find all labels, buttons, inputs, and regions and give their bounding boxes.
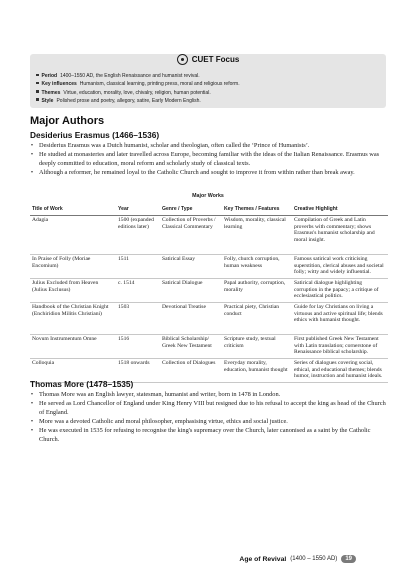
bullet-icon: • xyxy=(30,151,34,159)
footer-date-range: (1400 – 1550 AD) xyxy=(290,556,338,562)
table-cell: Compilation of Greek and Latin proverbs with commentary; shows Erasmus's humanist scholarship and moral insight. xyxy=(292,215,388,254)
focus-label: Key influences xyxy=(41,81,77,88)
table-cell: Handbook of the Christian Knight (Enchiridion Militis Christiani) xyxy=(30,302,116,334)
cuet-focus-title: CUET Focus xyxy=(191,54,240,64)
table-header-row xyxy=(30,204,388,215)
page-footer xyxy=(0,555,356,563)
column-header: Title of Work xyxy=(30,204,116,215)
table-cell: Scripture study, textual criticism xyxy=(222,334,292,358)
focus-text: 1400–1550 AD, the English Renaissance and humanist revival. xyxy=(60,73,200,79)
table-cell: Famous satirical work criticising superstition, clerical abuses and societal folly; witty and widely influential. xyxy=(292,254,388,278)
focus-label: Style xyxy=(41,97,54,104)
table-cell: Guide for lay Christians on living a virtuous and active spiritual life; blends ethics with humanist thought. xyxy=(292,302,388,334)
list-item xyxy=(30,427,388,444)
table-row xyxy=(30,254,388,278)
table-cell: Satirical Essay xyxy=(160,254,222,278)
major-works-table xyxy=(30,204,388,383)
list-item xyxy=(30,169,388,178)
bullet-icon: • xyxy=(30,391,34,398)
table-row xyxy=(30,215,388,254)
section-heading: Major Authors xyxy=(30,115,105,127)
table-cell: 1503 xyxy=(116,302,160,334)
table-cell: First published Greek New Testament with Latin translation; cornerstone of Renaissance biblical scholarship. xyxy=(292,334,388,358)
table-cell: Collection of Dialogues xyxy=(160,358,222,382)
erasmus-bullets xyxy=(30,142,388,178)
table-cell: 1516 xyxy=(116,334,160,358)
table-cell: In Praise of Folly (Moriae Encomium) xyxy=(30,254,116,278)
table-cell: Biblical Scholarship/ Greek New Testament xyxy=(160,334,222,358)
table-cell: Satirical Dialogue xyxy=(160,278,222,302)
square-bullet-icon xyxy=(36,74,39,77)
focus-label: Themes xyxy=(41,89,61,96)
list-item xyxy=(30,391,388,400)
table-row xyxy=(30,278,388,302)
cuet-focus-list xyxy=(36,72,382,105)
table-cell: 1511 xyxy=(116,254,160,278)
table-cell: c. 1514 xyxy=(116,278,160,302)
bullet-text: Thomas More was an English lawyer, statesman, humanist and writer, born in 1478 in London. xyxy=(39,391,281,398)
table-cell: Folly, church corruption, human weakness xyxy=(222,254,292,278)
focus-item-influences xyxy=(36,80,382,88)
page-number-badge: 19 xyxy=(341,555,356,563)
cuet-focus-header xyxy=(0,52,416,66)
table-cell: Papal authority, corruption, morality xyxy=(222,278,292,302)
list-item xyxy=(30,151,388,168)
bullet-text: Desiderius Erasmus was a Dutch humanist, scholar and theologian, often called the ‘Prince of Humanists’. xyxy=(39,142,310,149)
focus-item-period xyxy=(36,72,382,80)
list-item xyxy=(30,418,388,427)
more-bullets xyxy=(30,391,388,445)
table-row xyxy=(30,334,388,358)
list-item xyxy=(30,400,388,417)
column-header: Key Themes / Features xyxy=(222,204,292,215)
bullet-icon: • xyxy=(30,400,34,408)
square-bullet-icon xyxy=(36,82,39,85)
bullet-text: He served as Lord Chancellor of England under King Henry VIII but resigned due to his refusal to accept the king as head of the Church of England. xyxy=(39,400,386,416)
focus-text: Virtue, education, morality, love, chivalry, religion, human potential. xyxy=(63,89,211,96)
bullet-text: More was a devoted Catholic and moral philosopher, emphasising virtue, ethics and social justice. xyxy=(39,418,288,426)
table-cell: 1518 onwards xyxy=(116,358,160,382)
table-row xyxy=(30,302,388,334)
footer-title: Age of Revival xyxy=(239,555,287,563)
table-cell: Series of dialogues covering social, ethical, and educational themes; blends humor, instruction and humanist ideals. xyxy=(292,358,388,382)
table-cell: Julius Excluded from Heaven (Julius Exclusus) xyxy=(30,278,116,302)
bullet-text: He was executed in 1535 for refusing to recognise the king's supremacy over the Church, later canonised as a saint by the Catholic Church. xyxy=(39,427,371,444)
bullet-icon: • xyxy=(30,169,34,177)
table-cell: Everyday morality, education, humanist thought xyxy=(222,358,292,382)
bullet-icon: • xyxy=(30,427,34,435)
table-cell: Devotional Treatise xyxy=(160,302,222,334)
table-cell: Practical piety, Christian conduct xyxy=(222,302,292,334)
table-cell: 1500 (expanded editions later) xyxy=(116,215,160,254)
focus-label: Period xyxy=(41,73,58,79)
major-works-caption: Major Works xyxy=(192,193,224,199)
focus-text: Polished prose and poetry, allegory, satire, Early Modern English. xyxy=(56,97,201,104)
table-cell: Novum Instrumentum Omne xyxy=(30,334,116,358)
focus-item-themes xyxy=(36,89,382,97)
bullet-text: He studied at monasteries and later travelled across Europe, becoming familiar with the ideas of the Italian Renaissance. Erasmus was deeply committed to education, moral reform and scholarly study of classical texts. xyxy=(39,151,380,167)
bullet-icon: • xyxy=(30,142,34,149)
table-cell: Colloquia xyxy=(30,358,116,382)
table-cell: Collection of Proverbs / Classical Commentary xyxy=(160,215,222,254)
bullet-icon: • xyxy=(30,418,34,426)
column-header: Genre / Type xyxy=(160,204,222,215)
focus-item-style xyxy=(36,97,382,105)
column-header: Creative Highlight xyxy=(292,204,388,215)
table-cell: Wisdom, morality, classical learning xyxy=(222,215,292,254)
table-cell: Satirical dialogue highlighting corruption in the papacy; a critique of ecclesiastical politics. xyxy=(292,278,388,302)
more-heading: Thomas More (1478–1535) xyxy=(30,379,134,389)
erasmus-heading: Desiderius Erasmus (1466–1536) xyxy=(30,130,160,140)
focus-text: Humanism, classical learning, printing press, moral and religious reform. xyxy=(79,81,240,88)
column-header: Year xyxy=(116,204,160,215)
list-item xyxy=(30,142,388,151)
bullet-text: Although a reformer, he remained loyal to the Catholic Church and sought to improve it from within rather than break away. xyxy=(39,169,355,177)
square-bullet-icon xyxy=(36,98,39,101)
square-bullet-icon xyxy=(36,90,39,93)
target-icon xyxy=(177,54,188,65)
table-cell: Adagia xyxy=(30,215,116,254)
